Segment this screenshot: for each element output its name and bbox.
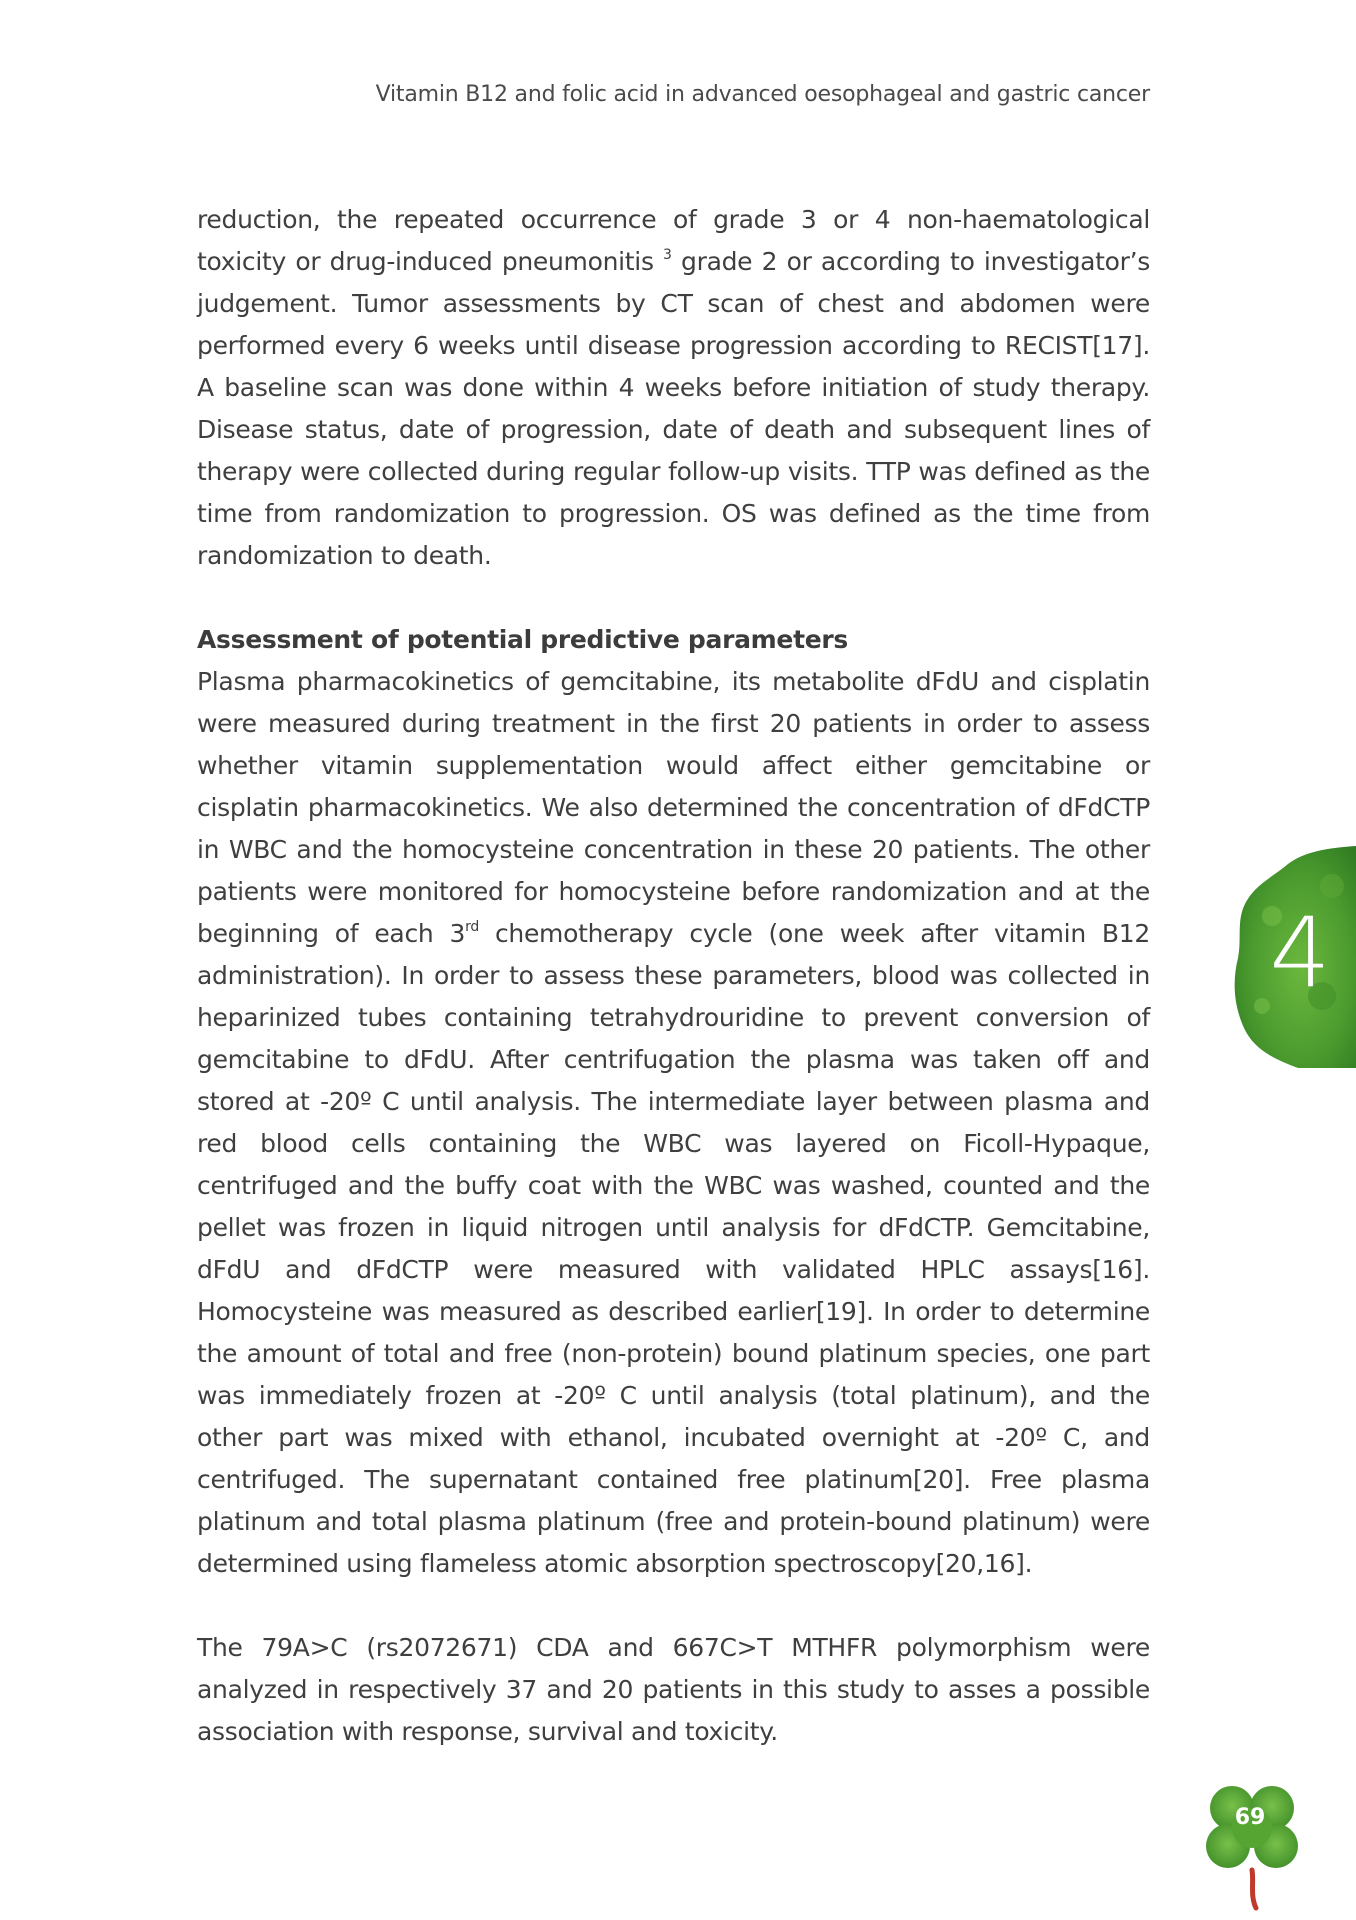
paragraph-polymorphism: The 79A>C (rs2072671) CDA and 667C>T MTHFR polymorphism were analyzed in respectively 37 and 20 patients in this study to asses a possible association with response, survival and toxicity. — [197, 1633, 1150, 1746]
body-text — [197, 199, 1150, 1753]
paragraph-text: Plasma pharmacokinetics of gemcitabine, its metabolite dFdU and cisplatin were measured during treatment in the first 20 patients in order to assess whether vitamin supplementation would affect either gemcitabine or cisplatin pharmacokinetics. We also determined the concentration of dFdCTP in WBC and the homocysteine concentration in these 20 patients. The other patients were monitored for homocysteine before randomization and at the beginning of each 3 — [197, 667, 1150, 948]
superscript: 3 — [663, 246, 672, 263]
paragraph-text: reduction, the repeated occurrence of grade 3 or 4 non-haematological toxicity or drug-induced pneumonitis — [197, 205, 1150, 276]
four-leaf-clover-icon — [1196, 1782, 1308, 1912]
running-header: Vitamin B12 and folic acid in advanced oesophageal and gastric cancer — [375, 82, 1150, 107]
paragraph-pharmacokinetics — [197, 661, 1150, 1585]
page-number: 69 — [1234, 1805, 1266, 1830]
paragraph-text: chemotherapy cycle (one week after vitamin B12 administration). In order to assess these parameters, blood was collected in heparinized tubes containing tetrahydrouridine to prevent conversion of gemcitabine to dFdU. After centrifugation the plasma was taken off and stored at -20º C until analysis. The intermediate layer between plasma and red blood cells containing the WBC was layered on Ficoll-Hypaque, centrifuged and the buffy coat with the WBC was washed, counted and the pellet was frozen in liquid nitrogen until analysis for dFdCTP. Gemcitabine, dFdU and dFdCTP were measured with validated HPLC assays[16]. Homocysteine was measured as described earlier[19]. In order to determine the amount of total and free (non-protein) bound platinum species, one part was immediately frozen at -20º C until analysis (total platinum), and the other part was mixed with ethanol, incubated overnight at -20º C, and centrifuged. The supernatant contained free platinum[20]. Free plasma platinum and total plasma platinum (free and protein-bound platinum) were determined using flameless atomic absorption spectroscopy[20,16]. — [197, 919, 1150, 1578]
chapter-number: 4 — [1269, 897, 1331, 1009]
section-heading: Assessment of potential predictive parameters — [197, 625, 849, 654]
paragraph-methods-toxicity — [197, 199, 1150, 577]
superscript: rd — [465, 918, 479, 935]
paragraph-text: grade 2 or according to investigator’s judgement. Tumor assessments by CT scan of chest and abdomen were performed every 6 weeks until disease progression according to RECIST[17]. A baseline scan was done within 4 weeks before initiation of study therapy. Disease status, date of progression, date of death and subsequent lines of therapy were collected during regular follow-up visits. TTP was defined as the time from randomization to progression. OS was defined as the time from randomization to death. — [197, 247, 1151, 570]
clover-icon — [1196, 1782, 1308, 1912]
